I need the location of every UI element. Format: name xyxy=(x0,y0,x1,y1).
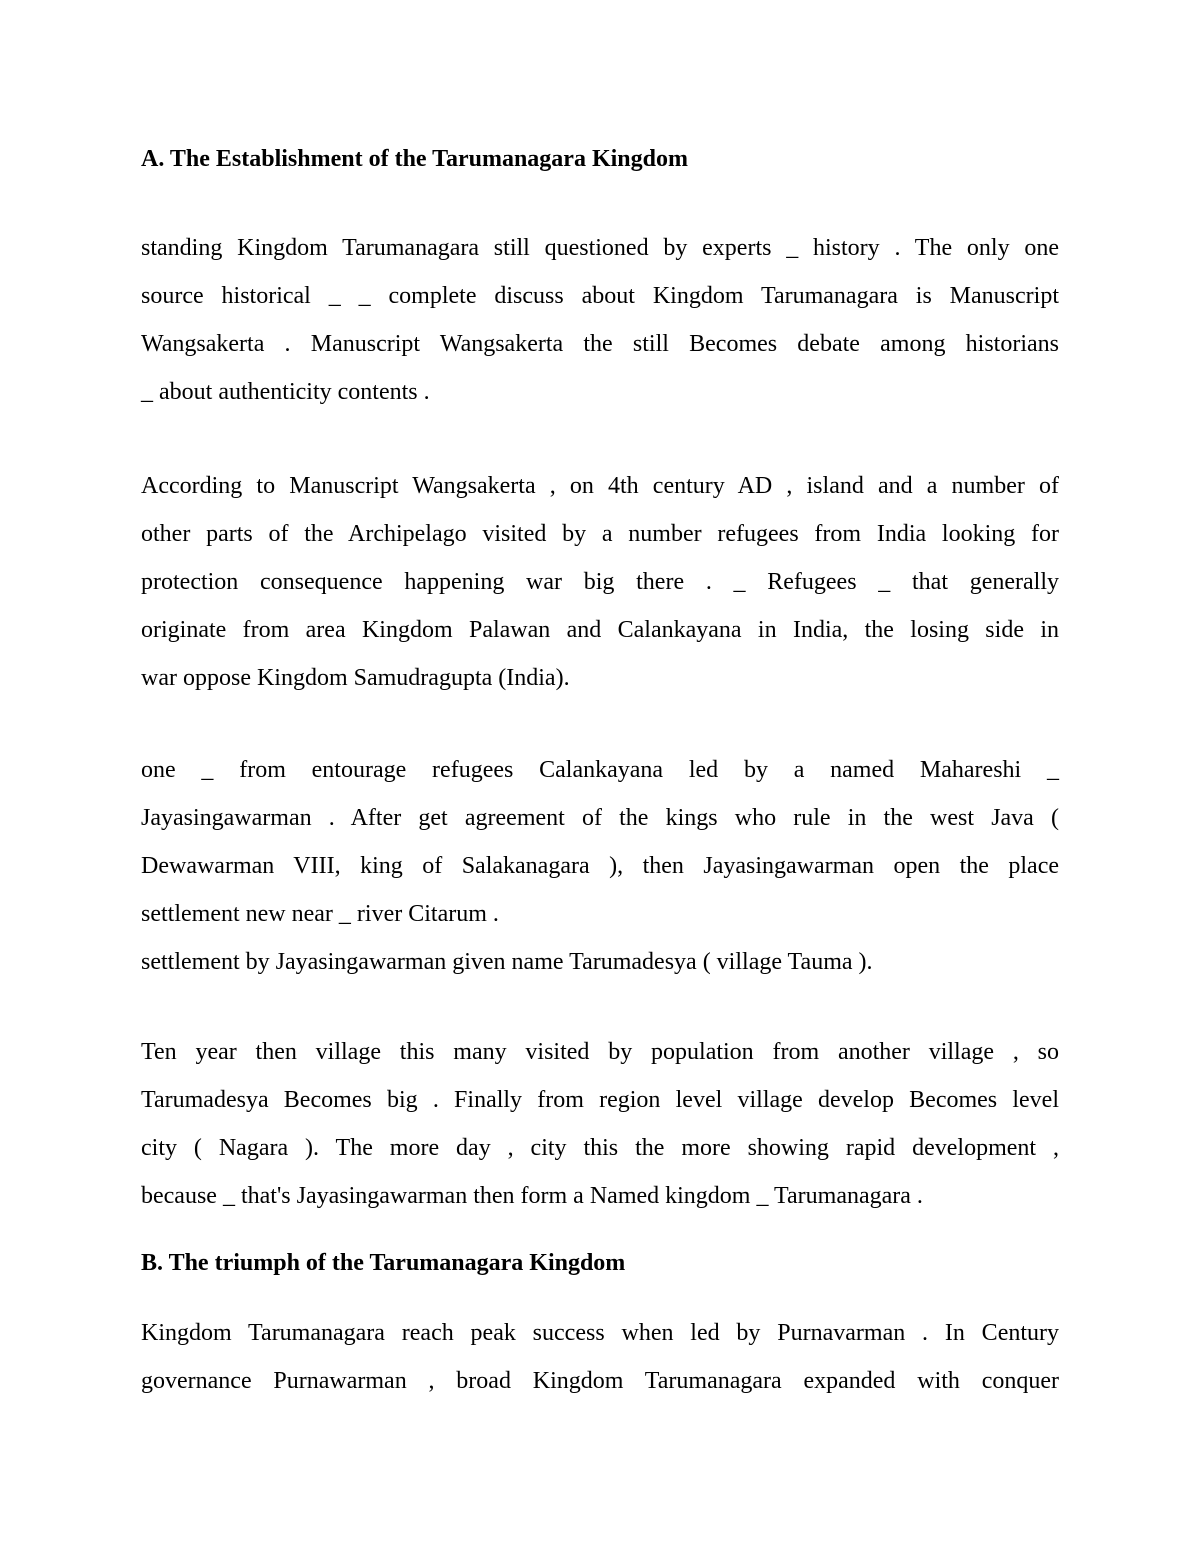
paragraph-line: governance Purnawarman , broad Kingdom Tarumanagara expanded with conquer xyxy=(141,1368,1059,1394)
paragraph-line: _ about authenticity contents . xyxy=(141,379,430,405)
paragraph-line: Dewawarman VIII, king of Salakanagara ), then Jayasingawarman open the place xyxy=(141,853,1059,879)
paragraph-line: standing Kingdom Tarumanagara still questioned by experts _ history . The only one xyxy=(141,235,1059,261)
paragraph-line: Wangsakerta . Manuscript Wangsakerta the still Becomes debate among historians xyxy=(141,331,1059,357)
paragraph-line: because _ that's Jayasingawarman then form a Named kingdom _ Tarumanagara . xyxy=(141,1183,923,1209)
section-a-paragraph-1 xyxy=(141,224,1059,416)
paragraph-line: Ten year then village this many visited by population from another village , so xyxy=(141,1039,1059,1065)
section-a-paragraph-4 xyxy=(141,1028,1059,1220)
section-b-heading: B. The triumph of the Tarumanagara Kingdom xyxy=(141,1250,626,1276)
paragraph-line: other parts of the Archipelago visited by a number refugees from India looking for xyxy=(141,521,1059,547)
paragraph-line: war oppose Kingdom Samudragupta (India). xyxy=(141,665,570,691)
paragraph-line: settlement by Jayasingawarman given name Tarumadesya ( village Tauma ). xyxy=(141,949,873,975)
paragraph-line: Jayasingawarman . After get agreement of the kings who rule in the west Java ( xyxy=(141,805,1059,831)
paragraph-line: source historical _ _ complete discuss about Kingdom Tarumanagara is Manuscript xyxy=(141,283,1059,309)
paragraph-line: settlement new near _ river Citarum . xyxy=(141,901,499,927)
section-a-heading: A. The Establishment of the Tarumanagara Kingdom xyxy=(141,146,688,172)
paragraph-line: one _ from entourage refugees Calankayana led by a named Mahareshi _ xyxy=(141,757,1059,783)
paragraph-line: originate from area Kingdom Palawan and Calankayana in India, the losing side in xyxy=(141,617,1059,643)
paragraph-line: city ( Nagara ). The more day , city this the more showing rapid development , xyxy=(141,1135,1059,1161)
paragraph-line: According to Manuscript Wangsakerta , on 4th century AD , island and a number of xyxy=(141,473,1059,499)
section-a-paragraph-3 xyxy=(141,746,1059,986)
paragraph-line: protection consequence happening war big there . _ Refugees _ that generally xyxy=(141,569,1059,595)
paragraph-line: Kingdom Tarumanagara reach peak success when led by Purnavarman . In Century xyxy=(141,1320,1059,1346)
section-b-paragraph-1 xyxy=(141,1309,1059,1405)
paragraph-line: Tarumadesya Becomes big . Finally from region level village develop Becomes level xyxy=(141,1087,1059,1113)
section-a-paragraph-2 xyxy=(141,462,1059,702)
